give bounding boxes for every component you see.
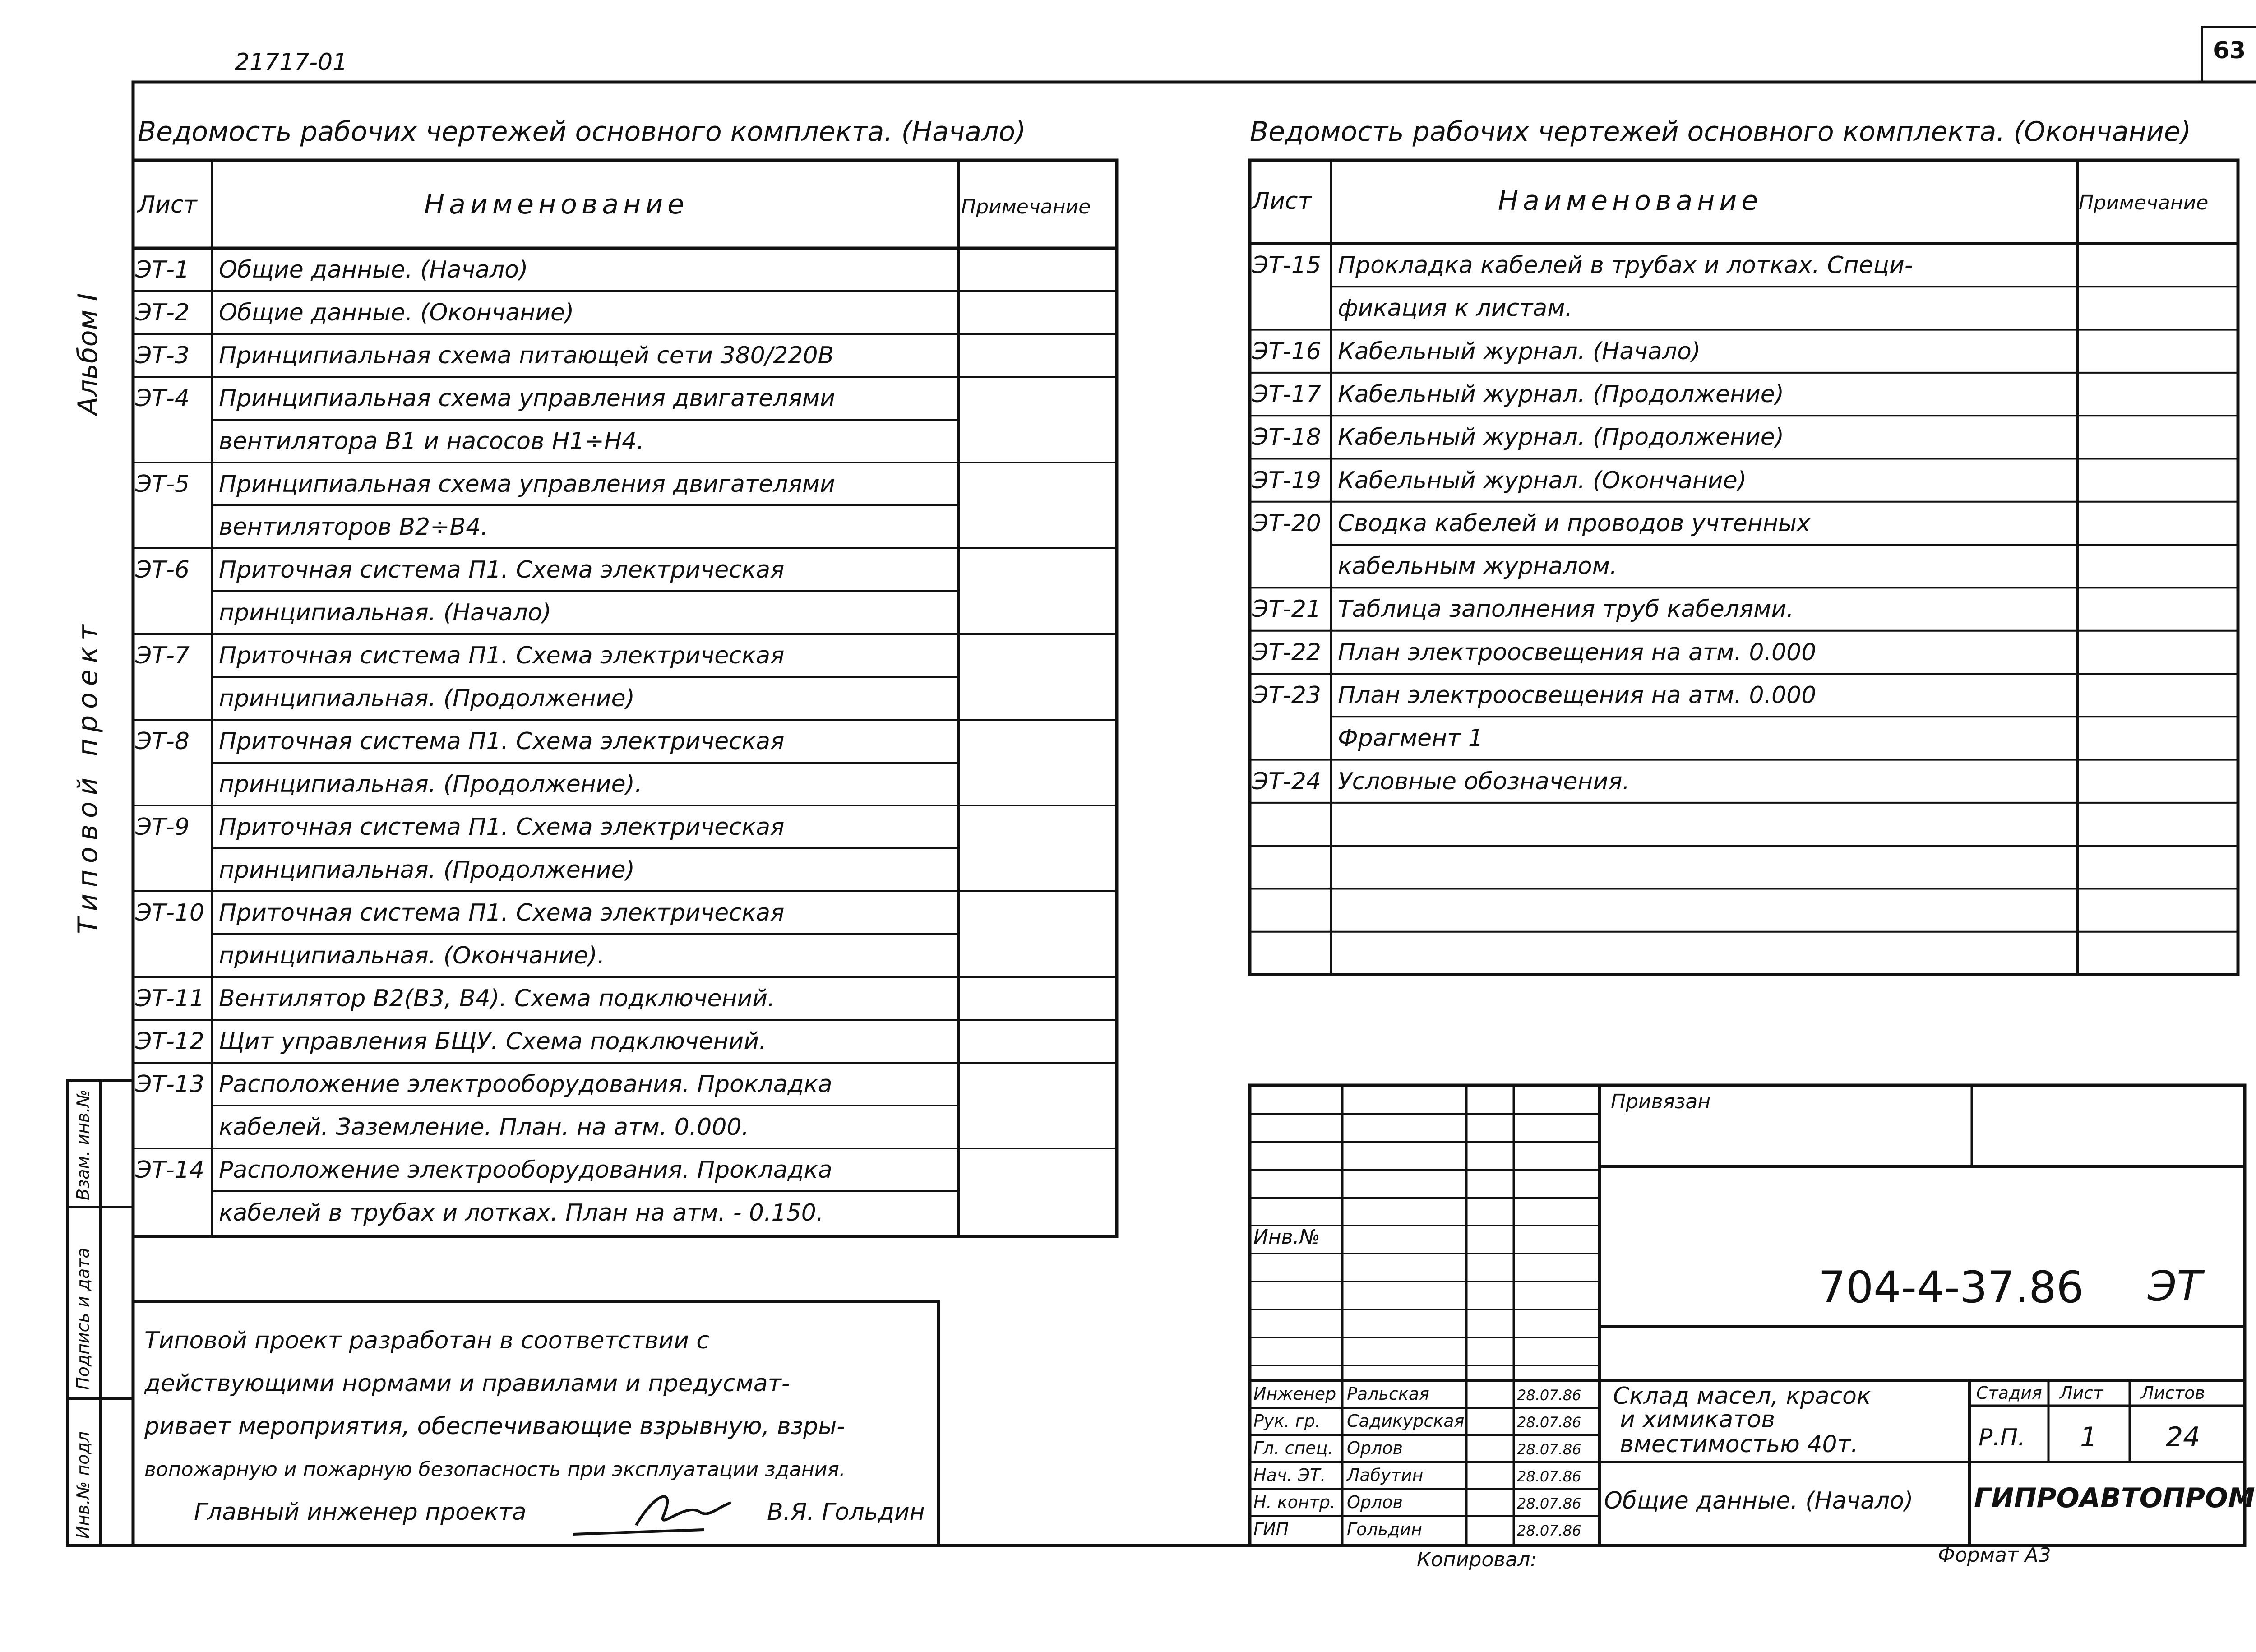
document-code: 21717-01 [235,49,348,76]
inv-no-label: Инв.№ [1253,1226,1320,1249]
left-row-name: принципиальная. (Продолжение). [219,771,643,798]
right-row-sheet: ЭТ-17 [1252,380,1322,408]
left-row-name: Приточная система П1. Схема электрическая [219,642,785,669]
left-row-name: Общие данные. (Окончание) [219,299,574,326]
left-row-name: Общие данные. (Начало) [219,256,528,283]
right-row-name: Кабельный журнал. (Начало) [1338,338,1701,365]
right-row-sheet: ЭТ-18 [1252,424,1322,451]
right-table-title: Ведомость рабочих чертежей основного комплекта. (Окончание) [1250,116,2191,148]
note-line-1: Типовой проект разработан в соответствии с [144,1327,710,1354]
signatory-date: 28.07.86 [1517,1522,1581,1539]
left-row-name: Расположение электрооборудования. Прокладка [219,1071,832,1098]
left-row-name: кабелей в трубах и лотках. План на атм. - 0.150. [219,1199,824,1226]
left-row-sheet: ЭТ-12 [135,1028,205,1055]
right-row-name: кабельным журналом. [1338,553,1618,580]
left-row-name: Приточная система П1. Схема электрическая [219,814,785,841]
right-row-sheet: ЭТ-23 [1252,682,1322,709]
right-row-sheet: ЭТ-21 [1252,596,1322,623]
stage-value: Р.П. [1979,1424,2025,1451]
signatory-name: Садикурская [1347,1411,1465,1431]
signatory-date: 28.07.86 [1517,1468,1581,1485]
sheet-title: Общие данные. (Начало) [1604,1487,1914,1514]
left-row-name: принципиальная. (Окончание). [219,942,605,969]
right-row-sheet: ЭТ-19 [1252,467,1322,494]
left-row-name: Вентилятор В2(В3, В4). Схема подключений. [219,985,775,1012]
left-row-name: вентиляторов В2÷В4. [219,514,488,541]
left-row-sheet: ЭТ-4 [135,385,190,412]
note-line-4: вопожарную и пожарную безопасность при эксплуатации здания. [144,1458,846,1481]
right-row-name: Кабельный журнал. (Продолжение) [1338,380,1784,408]
left-header-name: Наименование [424,189,689,220]
right-row-sheet: ЭТ-16 [1252,338,1322,365]
right-row-name: Сводка кабелей и проводов учтенных [1338,509,1811,537]
signatory-role: Рук. гр. [1253,1411,1321,1431]
left-row-sheet: ЭТ-9 [135,814,190,841]
album-label: Альбом I [72,293,104,415]
note-line-3: ривает мероприятия, обеспечивающие взрывную, взры- [144,1413,845,1440]
note-signer-role: Главный инженер проекта [194,1499,527,1526]
project-mark: ЭТ [2148,1262,2202,1310]
right-row-sheet: ЭТ-24 [1252,768,1322,795]
note-signer-name: В.Я. Гольдин [767,1499,925,1526]
signatory-role: ГИП [1253,1519,1289,1539]
left-row-sheet: ЭТ-3 [135,342,190,369]
right-row-sheet: ЭТ-22 [1252,639,1322,666]
stage-label: Стадия [1976,1383,2042,1403]
signatory-date: 28.07.86 [1517,1441,1581,1458]
left-row-name: Принципиальная схема управления двигателями [219,471,835,498]
left-header-sheet: Лист [138,191,197,218]
left-row-sheet: ЭТ-1 [135,256,190,283]
left-row-sheet: ЭТ-14 [135,1157,205,1184]
footer-copied: Копировал: [1417,1548,1537,1571]
sheet-number: 1 [2080,1421,2098,1453]
signatory-name: Орлов [1347,1438,1403,1458]
left-row-sheet: ЭТ-10 [135,899,205,926]
left-row-name: кабелей. Заземление. План. на атм. 0.000. [219,1114,749,1141]
right-row-name: Кабельный журнал. (Продолжение) [1338,424,1784,451]
signatory-role: Нач. ЭТ. [1253,1465,1326,1485]
sheet-label: Лист [2060,1383,2103,1403]
sheets-total: 24 [2166,1421,2201,1453]
object-name-line-2: и химикатов [1620,1406,1775,1433]
signatory-name: Гольдин [1347,1519,1422,1539]
signatory-role: Н. контр. [1253,1492,1336,1512]
left-row-name: Приточная система П1. Схема электрическая [219,899,785,926]
right-row-sheet: ЭТ-20 [1252,509,1322,537]
left-header-note: Примечание [961,195,1091,218]
signatory-name: Лабутин [1347,1465,1424,1485]
left-row-name: принципиальная. (Начало) [219,599,551,626]
project-code: 704-4-37.86 [1818,1262,2084,1313]
right-header-sheet: Лист [1252,188,1312,215]
binding-replaced-inv: Взам. инв.№ [73,1089,93,1200]
left-row-sheet: ЭТ-13 [135,1071,205,1098]
left-row-name: Принципиальная схема питающей сети 380/220В [219,342,834,369]
left-row-sheet: ЭТ-8 [135,728,190,755]
left-row-name: Приточная система П1. Схема электрическая [219,556,785,583]
signatory-date: 28.07.86 [1517,1495,1581,1512]
signatory-date: 28.07.86 [1517,1387,1581,1404]
left-row-sheet: ЭТ-11 [135,985,205,1012]
left-row-name: Щит управления БЩУ. Схема подключений. [219,1028,767,1055]
signatory-date: 28.07.86 [1517,1414,1581,1431]
attached-label: Привязан [1611,1090,1711,1113]
signatory-role: Гл. спец. [1253,1438,1333,1458]
left-row-sheet: ЭТ-2 [135,299,190,326]
right-row-name: Фрагмент 1 [1338,725,1484,752]
footer-format: Формат А3 [1938,1544,2051,1567]
signatory-role: Инженер [1253,1384,1336,1404]
left-row-name: вентилятора В1 и насосов Н1÷Н4. [219,428,644,455]
right-row-name: План электроосвещения на атм. 0.000 [1338,639,1817,666]
right-row-name: Таблица заполнения труб кабелями. [1338,596,1794,623]
object-name-line-3: вместимостью 40т. [1620,1431,1858,1458]
left-row-sheet: ЭТ-6 [135,556,190,583]
right-row-sheet: ЭТ-15 [1252,252,1322,279]
right-row-name: План электроосвещения на атм. 0.000 [1338,682,1817,709]
corner-page-number: 63 [2213,37,2246,64]
left-row-sheet: ЭТ-5 [135,471,190,498]
object-name-line-1: Склад масел, красок [1613,1383,1871,1410]
signatory-name: Ральская [1347,1384,1429,1404]
right-header-name: Наименование [1498,185,1763,217]
project-label: Типовой проект [72,618,104,934]
right-row-name: Условные обозначения. [1338,768,1630,795]
organization-name: ГИПРОАВТОПРОМ [1974,1482,2255,1514]
left-row-name: Принципиальная схема управления двигателями [219,385,835,412]
right-header-note: Примечание [2079,191,2209,214]
note-line-2: действующими нормами и правилами и предусмат- [144,1370,790,1397]
left-row-name: Приточная система П1. Схема электрическая [219,728,785,755]
left-row-name: принципиальная. (Продолжение) [219,856,635,884]
binding-inv-orig: Инв.№ подл [73,1431,93,1539]
signatory-name: Орлов [1347,1492,1403,1512]
right-row-name: фикация к листам. [1338,295,1572,322]
right-row-name: Прокладка кабелей в трубах и лотках. Специ- [1338,252,1913,279]
left-row-name: Расположение электрооборудования. Прокладка [219,1157,832,1184]
left-row-sheet: ЭТ-7 [135,642,190,669]
right-row-name: Кабельный журнал. (Окончание) [1338,467,1747,494]
binding-sign-date: Подпись и дата [73,1248,93,1390]
left-row-name: принципиальная. (Продолжение) [219,685,635,712]
sheets-label: Листов [2141,1383,2205,1403]
left-table-title: Ведомость рабочих чертежей основного комплекта. (Начало) [138,116,1026,148]
